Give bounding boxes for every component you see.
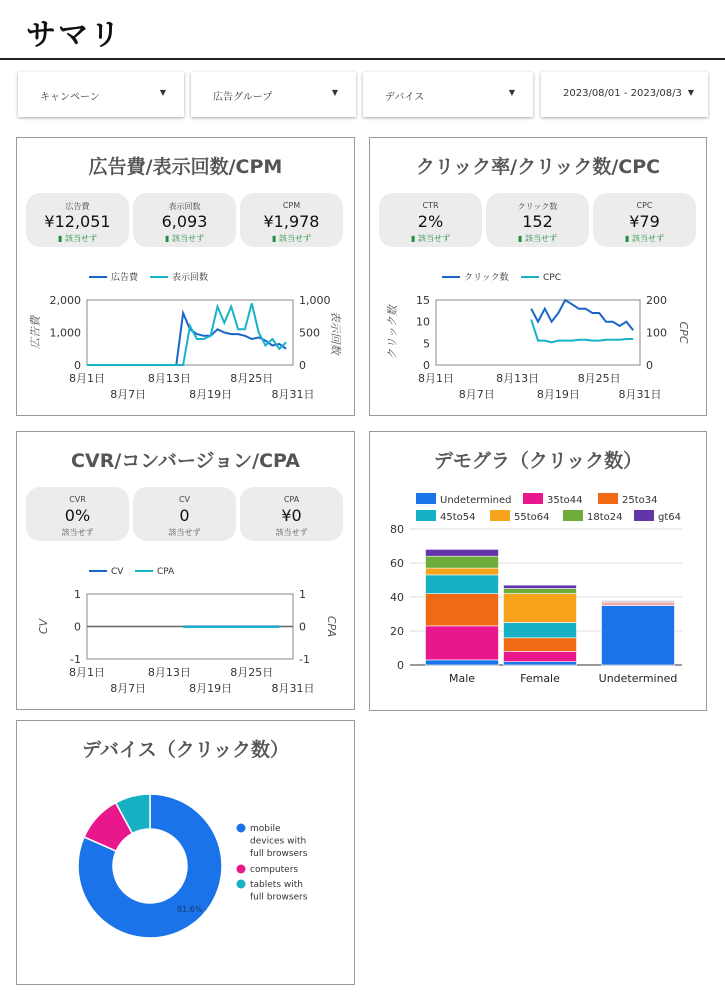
- x-tick-label: Female: [520, 672, 560, 685]
- cv-panel-title: CVR/コンバージョン/CPA: [71, 450, 300, 472]
- page-title: サマリ: [26, 18, 122, 53]
- x-tick-label: 8月25日: [577, 372, 621, 385]
- x-tick-label: Undetermined: [598, 672, 678, 685]
- legend-label: Undetermined: [440, 495, 512, 506]
- y2-axis-title: CPA: [325, 615, 338, 638]
- kpi-delta: ▮ 該当せず: [625, 234, 664, 243]
- bar-segment: [426, 575, 499, 594]
- kpi-value: ¥0: [281, 506, 302, 525]
- kpi-value: 2%: [417, 212, 444, 231]
- campaign-filter-dropdown[interactable]: [18, 72, 184, 117]
- click-panel: [369, 137, 707, 416]
- legend-dot: [237, 824, 246, 833]
- y2-tick-label: 200: [646, 294, 667, 307]
- kpi-delta: 該当せず: [61, 528, 94, 537]
- bar-segment: [426, 568, 499, 575]
- kpi-label: CPA: [283, 495, 300, 504]
- kpi-label: CTR: [422, 201, 439, 210]
- bar-segment: [426, 556, 499, 568]
- x-tick-label: 8月19日: [536, 388, 580, 401]
- kpi-label: CPM: [282, 201, 301, 210]
- x-tick-label: 8月19日: [189, 388, 233, 401]
- click-panel-title: クリック率/クリック数/CPC: [415, 156, 661, 178]
- x-tick-label: Male: [448, 672, 476, 685]
- y-tick-label: 0: [397, 659, 404, 672]
- click-line-chart: [370, 266, 706, 416]
- y-tick-label: 20: [390, 625, 404, 638]
- y-tick-label: 5: [423, 337, 430, 351]
- y-tick-label: 1: [74, 588, 81, 601]
- series-line: [531, 320, 633, 343]
- legend-label: 18to24: [587, 512, 623, 523]
- plot-frame: [87, 300, 293, 365]
- demographics-panel: [369, 431, 707, 711]
- chevron-down-icon: ▼: [508, 88, 515, 97]
- adgroup-filter-dropdown[interactable]: [191, 72, 356, 117]
- cv-line-chart: [17, 560, 354, 710]
- kpi-label: 表示回数: [168, 202, 201, 211]
- kpi-label: CPC: [636, 201, 653, 210]
- kpi-label: CVR: [69, 495, 86, 504]
- y-tick-label: 0: [74, 359, 81, 372]
- legend-dot: [237, 865, 246, 874]
- kpi-delta: ▮ 該当せず: [272, 234, 311, 243]
- kpi-label: 広告費: [65, 202, 90, 211]
- kpi-delta: ▮ 該当せず: [518, 234, 557, 243]
- slice-label: 81.6%: [177, 905, 203, 914]
- demographics-panel-title: デモグラ（クリック数）: [433, 450, 643, 472]
- kpi-delta: 該当せず: [168, 528, 201, 537]
- x-tick-label: 8月7日: [110, 388, 147, 401]
- y-axis-title: クリック数: [386, 305, 399, 360]
- bar-segment: [504, 589, 577, 594]
- kpi-card-impressions: [133, 193, 236, 247]
- bar-segment: [426, 660, 499, 665]
- legend-label: full browsers: [250, 892, 308, 903]
- x-tick-label: 8月13日: [147, 372, 191, 385]
- legend-label: computers: [250, 865, 299, 875]
- chevron-down-icon: ▼: [687, 88, 694, 97]
- kpi-card-cpm: [240, 193, 343, 247]
- bar-segment: [504, 651, 577, 661]
- kpi-value: 6,093: [161, 212, 208, 231]
- kpi-card-cv: [133, 487, 236, 541]
- bar-segment: [602, 602, 675, 605]
- bar-segment: [504, 623, 577, 638]
- x-tick-label: 8月25日: [230, 372, 274, 385]
- legend-label: CPA: [157, 567, 175, 577]
- cv-panel: [16, 431, 355, 710]
- device-panel: [16, 720, 355, 985]
- legend-swatch: [634, 510, 654, 521]
- cost-panel: [16, 137, 355, 416]
- y-tick-label: -1: [70, 653, 81, 666]
- legend-label: tablets with: [250, 880, 303, 890]
- legend-label: 45to54: [440, 512, 476, 523]
- legend-label: 35to44: [547, 495, 583, 506]
- bar-segment: [426, 594, 499, 626]
- legend-label: gt64: [658, 512, 681, 523]
- legend-label: 25to34: [622, 495, 658, 506]
- legend-swatch: [416, 510, 436, 521]
- legend-swatch: [563, 510, 583, 521]
- y-tick-label: 1,000: [49, 326, 81, 340]
- legend-swatch: [598, 493, 618, 504]
- y2-axis-title: CPC: [677, 321, 690, 344]
- bar-segment: [426, 626, 499, 660]
- x-tick-label: 8月13日: [147, 666, 191, 679]
- bar-segment: [426, 549, 499, 556]
- y-axis-title: CV: [37, 618, 50, 635]
- kpi-delta: 該当せず: [275, 528, 308, 537]
- kpi-delta: ▮ 該当せず: [165, 234, 204, 243]
- y-tick-label: 80: [390, 523, 404, 536]
- series-line: [87, 303, 286, 365]
- y-tick-label: 2,000: [49, 294, 81, 307]
- legend-label: devices with: [250, 836, 307, 847]
- kpi-card-cpc: [593, 193, 696, 247]
- y2-tick-label: 1,000: [299, 294, 331, 307]
- y2-tick-label: 0: [299, 359, 306, 372]
- y2-tick-label: 0: [646, 359, 653, 372]
- kpi-value: ¥1,978: [263, 212, 320, 231]
- y2-tick-label: 500: [299, 326, 320, 340]
- legend-label: CV: [111, 567, 124, 577]
- plot-frame: [436, 300, 640, 365]
- device-filter-label: デバイス: [385, 92, 425, 103]
- kpi-delta: ▮ 該当せず: [411, 234, 450, 243]
- y2-tick-label: 0: [299, 620, 306, 634]
- chevron-down-icon: ▼: [159, 88, 166, 97]
- legend-label: 55to64: [514, 512, 550, 523]
- kpi-card-clicks: [486, 193, 589, 247]
- y-tick-label: 60: [390, 557, 404, 570]
- legend-dot: [237, 880, 246, 889]
- y2-tick-label: 100: [646, 326, 667, 340]
- adgroup-filter-label: 広告グループ: [213, 92, 273, 103]
- y-axis-title: 広告費: [29, 316, 42, 349]
- kpi-card-cost: [26, 193, 129, 247]
- device-panel-title: デバイス（クリック数）: [82, 739, 289, 761]
- y2-tick-label: -1: [299, 653, 310, 666]
- chevron-down-icon: ▼: [331, 88, 338, 97]
- kpi-card-cpa: [240, 487, 343, 541]
- page-header: [0, 0, 725, 60]
- bar-segment: [504, 638, 577, 652]
- kpi-value: 152: [522, 212, 553, 231]
- kpi-delta: ▮ 該当せず: [58, 234, 97, 243]
- y2-axis-title: 表示回数: [329, 310, 342, 355]
- bar-segment: [504, 662, 577, 665]
- kpi-value: 0%: [64, 506, 91, 525]
- y-tick-label: 0: [423, 359, 430, 372]
- y-tick-label: 40: [390, 591, 404, 604]
- series-line: [531, 300, 633, 330]
- cost-panel-title: 広告費/表示回数/CPM: [88, 156, 283, 178]
- kpi-label: CV: [178, 495, 191, 504]
- kpi-card-cvr: [26, 487, 129, 541]
- y-tick-label: 15: [416, 294, 430, 307]
- bar-segment: [504, 585, 577, 588]
- x-tick-label: 8月1日: [418, 372, 454, 385]
- legend-swatch: [416, 493, 436, 504]
- legend-swatch: [490, 510, 510, 521]
- x-tick-label: 8月13日: [496, 372, 540, 385]
- legend-label: 表示回数: [172, 273, 209, 283]
- kpi-value: 0: [179, 506, 190, 525]
- cost-line-chart: [17, 266, 354, 416]
- legend-swatch: [523, 493, 543, 504]
- x-tick-label: 8月31日: [271, 682, 315, 695]
- kpi-value: ¥79: [629, 212, 660, 231]
- legend-label: CPC: [543, 273, 561, 283]
- x-tick-label: 8月1日: [69, 666, 105, 679]
- device-donut-chart: [17, 771, 354, 981]
- demographics-stacked-bar-chart: [370, 482, 706, 712]
- legend-label: full browsers: [250, 849, 308, 859]
- device-filter-dropdown[interactable]: [363, 72, 533, 117]
- bar-segment: [602, 606, 675, 666]
- date-range-label: 2023/08/01 - 2023/08/3: [563, 88, 682, 99]
- x-tick-label: 8月31日: [271, 388, 315, 401]
- x-tick-label: 8月7日: [458, 388, 495, 401]
- x-tick-label: 8月7日: [110, 682, 147, 695]
- campaign-filter-label: キャンペーン: [40, 92, 100, 103]
- y-tick-label: 10: [416, 315, 430, 329]
- x-tick-label: 8月19日: [189, 682, 233, 695]
- x-tick-label: 8月31日: [618, 388, 662, 401]
- kpi-value: ¥12,051: [44, 212, 111, 231]
- y2-tick-label: 1: [299, 588, 306, 601]
- kpi-card-ctr: [379, 193, 482, 247]
- date-range-picker[interactable]: [541, 72, 708, 117]
- bar-segment: [602, 600, 675, 602]
- legend-label: クリック数: [464, 273, 509, 283]
- legend-label: 広告費: [111, 273, 139, 283]
- y-tick-label: 0: [74, 620, 81, 634]
- legend-label: mobile: [250, 824, 281, 834]
- x-tick-label: 8月1日: [69, 372, 105, 385]
- x-tick-label: 8月25日: [230, 666, 274, 679]
- bar-segment: [504, 594, 577, 623]
- kpi-label: クリック数: [517, 202, 558, 211]
